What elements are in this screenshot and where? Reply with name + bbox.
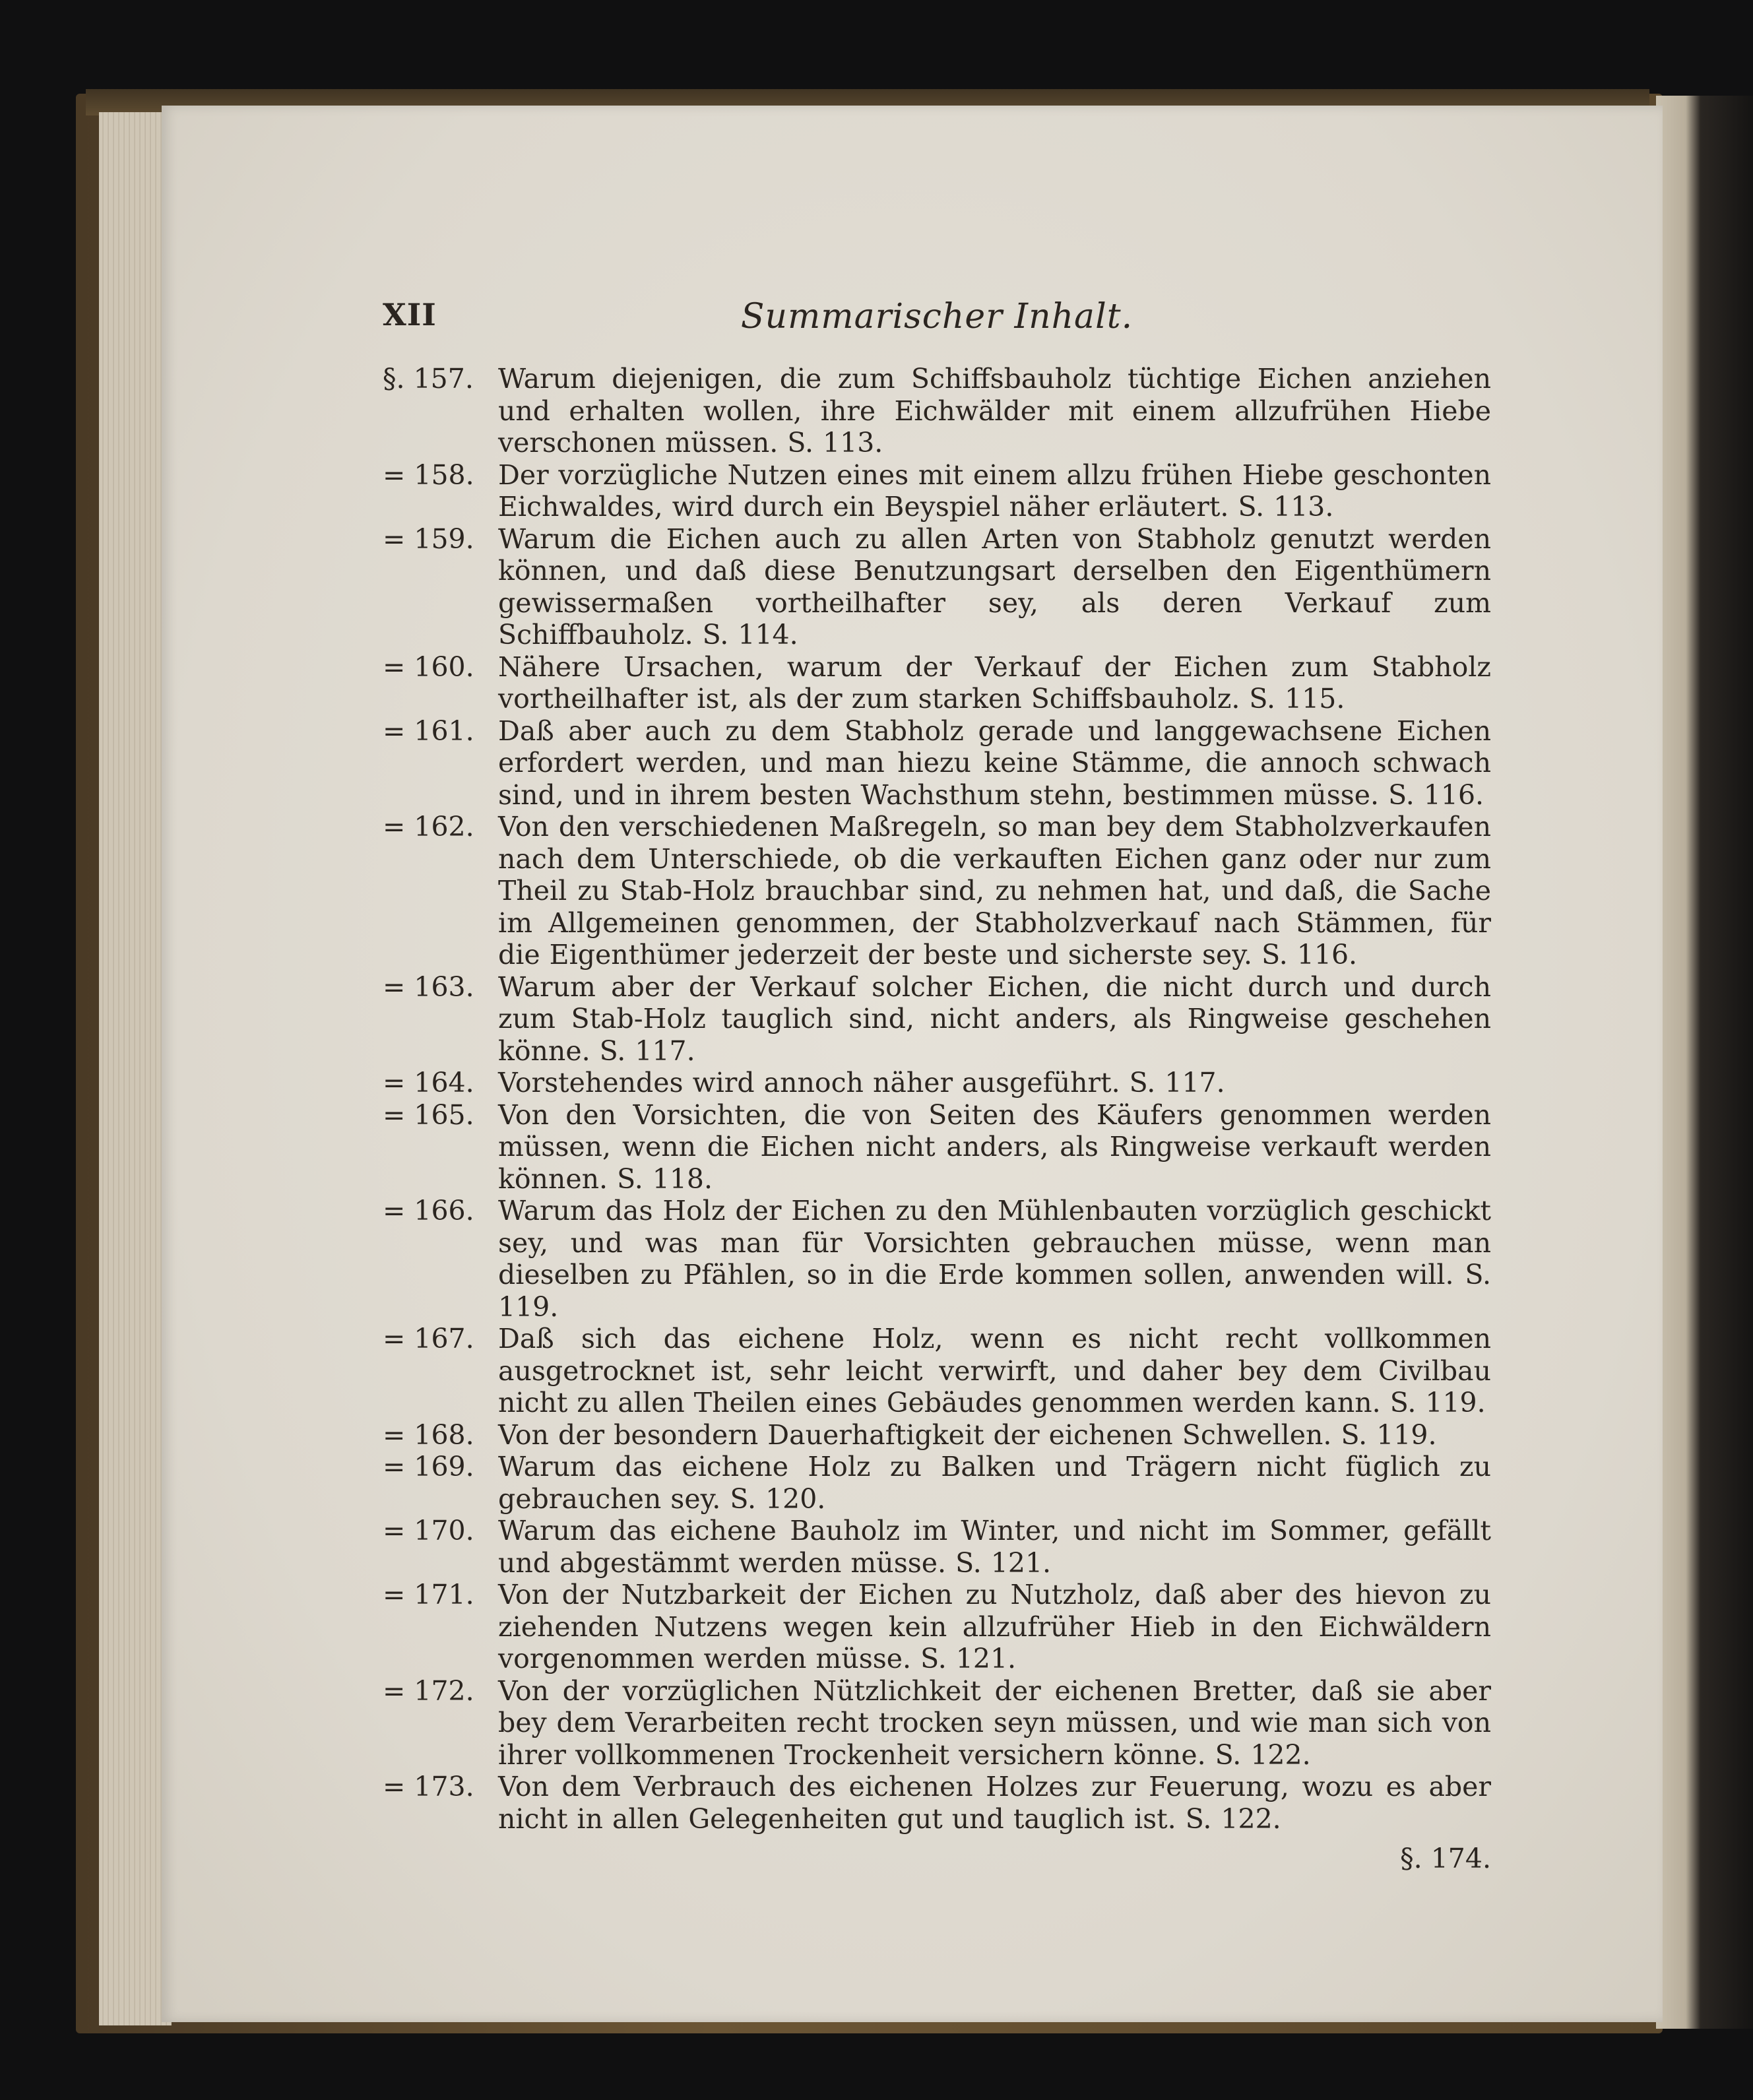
contents-entry xyxy=(383,811,1491,971)
entry-text: Daß aber auch zu dem Stabholz gerade und langgewachsene Eichen erfordert werden, und man hiezu keine Stämme, die annoch schwach sind, und in ihrem besten Wachsthum stehn, bestimmen müsse. S. 116. xyxy=(498,715,1491,811)
entry-text: Warum das eichene Holz zu Balken und Trägern nicht füglich zu gebrauchen sey. S. 120. xyxy=(498,1451,1491,1515)
entry-paragraph-number: = 173. xyxy=(383,1771,474,1802)
entry-text: Von der Nutzbarkeit der Eichen zu Nutzholz, daß aber des hievon zu ziehenden Nutzens wegen kein allzufrüher Hieb in den Eichwäldern vorgenommen werden müsse. S. 121. xyxy=(498,1579,1491,1674)
contents-entry xyxy=(383,523,1491,651)
contents-entry xyxy=(383,1451,1491,1515)
page-number: XII xyxy=(383,297,437,333)
contents-entry xyxy=(383,1515,1491,1579)
running-title: Summarischer Inhalt. xyxy=(740,297,1133,336)
contents-entry xyxy=(383,1323,1491,1419)
contents-entry xyxy=(383,1675,1491,1771)
contents-entry xyxy=(383,971,1491,1067)
entry-paragraph-number: = 163. xyxy=(383,970,474,1003)
entry-paragraph-number: = 160. xyxy=(383,651,474,683)
entry-paragraph-number: = 170. xyxy=(383,1515,474,1546)
entry-text: Von den Vorsichten, die von Seiten des Käufers genommen werden müssen, wenn die Eichen nicht anders, als Ringweise verkauft werden können. S. 118. xyxy=(498,1098,1491,1195)
entry-text: Von der vorzüglichen Nützlichkeit der eichenen Bretter, daß sie aber bey dem Verarbeiten recht trocken seyn müssen, und wie man sich von ihrer vollkommenen Trockenheit versichern könne. S. 122. xyxy=(498,1674,1491,1771)
contents-entry xyxy=(383,715,1491,811)
entry-paragraph-number: §. 157. xyxy=(383,363,474,395)
entry-text: Von den verschiedenen Maßregeln, so man bey dem Stabholzverkaufen nach dem Unterschiede, ob die verkauften Eichen ganz oder nur zum Theil zu Stab-Holz brauchbar sind, zu nehmen hat, und daß, die Sache im Allgemeinen genommen, der Stabholzverkauf nach Stämmen, für die Eigenthümer jederzeit der beste und sicherste sey. S. 116. xyxy=(498,811,1491,970)
page-stack-edge xyxy=(99,112,172,2025)
entry-text: Nähere Ursachen, warum der Verkauf der Eichen zum Stabholz vortheilhafter ist, als der zum starken Schiffsbauholz. S. 115. xyxy=(498,651,1491,715)
entry-text: Warum die Eichen auch zu allen Arten von Stabholz genutzt werden können, und daß diese Benutzungsart derselben den Eigenthümern gewissermaßen vortheilhafter sey, als deren Verkauf zum Schiffbauholz. S. 114. xyxy=(498,523,1491,651)
contents-entry xyxy=(383,1771,1491,1835)
entry-paragraph-number: = 169. xyxy=(383,1451,474,1482)
entry-paragraph-number: = 158. xyxy=(383,459,474,491)
entry-text: Warum das eichene Bauholz im Winter, und nicht im Sommer, gefällt und abgestämmt werden müsse. S. 121. xyxy=(498,1515,1491,1579)
entry-paragraph-number: = 168. xyxy=(383,1418,474,1451)
entry-paragraph-number: = 171. xyxy=(383,1579,474,1610)
opposite-page-edge xyxy=(1656,96,1753,2029)
contents-entry xyxy=(383,1099,1491,1195)
entry-text: Warum diejenigen, die zum Schiffsbauholz tüchtige Eichen anziehen und erhalten wollen, ihre Eichwälder mit einem allzufrühen Hiebe verschonen müssen. S. 113. xyxy=(498,363,1491,459)
entry-paragraph-number: = 162. xyxy=(383,811,474,843)
contents-entry xyxy=(383,1579,1491,1675)
entry-text: Warum das Holz der Eichen zu den Mühlenbauten vorzüglich geschickt sey, und was man für Vorsichten gebrauchen müsse, wenn man dieselben zu Pfählen, so in die Erde kommen sollen, anwenden will. S. 119. xyxy=(498,1195,1491,1323)
entry-paragraph-number: = 166. xyxy=(383,1195,474,1226)
entry-text: Von der besondern Dauerhaftigkeit der eichenen Schwellen. S. 119. xyxy=(498,1418,1437,1451)
contents-entry xyxy=(383,1419,1491,1451)
entry-paragraph-number: = 164. xyxy=(383,1067,474,1098)
catchword: §. 174. xyxy=(1400,1843,1491,1874)
contents-entry xyxy=(383,459,1491,523)
contents-entry xyxy=(383,363,1491,459)
entry-paragraph-number: = 167. xyxy=(383,1323,474,1354)
contents-entry xyxy=(383,1195,1491,1323)
entry-paragraph-number: = 165. xyxy=(383,1098,474,1131)
entry-text: Warum aber der Verkauf solcher Eichen, die nicht durch und durch zum Stab-Holz tauglich sind, nicht anders, als Ringweise geschehen könne. S. 117. xyxy=(498,970,1491,1067)
contents-entry xyxy=(383,1067,1491,1099)
contents-entry xyxy=(383,651,1491,715)
entry-paragraph-number: = 159. xyxy=(383,523,474,555)
entry-paragraph-number: = 161. xyxy=(383,715,474,747)
contents-list xyxy=(383,363,1491,1835)
entry-text: Vorstehendes wird annoch näher ausgeführt. S. 117. xyxy=(498,1067,1225,1098)
entry-text: Der vorzügliche Nutzen eines mit einem allzu frühen Hiebe geschonten Eichwaldes, wird durch ein Beyspiel näher erläutert. S. 113. xyxy=(498,459,1491,523)
entry-paragraph-number: = 172. xyxy=(383,1674,474,1707)
page-header xyxy=(383,290,1491,363)
entry-text: Daß sich das eichene Holz, wenn es nicht recht vollkommen ausgetrocknet ist, sehr leicht verwirft, und daher bey dem Civilbau nicht zu allen Theilen eines Gebäudes genommen werden kann. S. 119. xyxy=(498,1323,1491,1418)
page-text-area xyxy=(383,290,1491,1874)
entry-text: Von dem Verbrauch des eichenen Holzes zur Feuerung, wozu es aber nicht in allen Gelegenheiten gut und tauglich ist. S. 122. xyxy=(498,1771,1491,1835)
